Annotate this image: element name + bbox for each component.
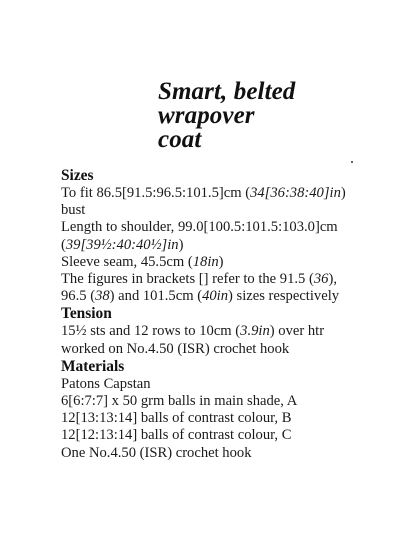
sizes-bust-line: bust bbox=[61, 202, 86, 219]
tension-text: 15½ sts and 12 rows to 10cm ( bbox=[61, 323, 241, 340]
sizes-figures-close-2: ) sizes respectively bbox=[228, 288, 340, 305]
materials-item: Patons Capstan bbox=[61, 375, 151, 392]
sizes-figures-text-1: The figures in brackets [] refer to the 91.5 ( bbox=[61, 271, 314, 288]
sizes-fit-close: ) bbox=[340, 185, 346, 201]
sizes-figures-38: 38 bbox=[95, 288, 110, 305]
title-line-2: wrapover bbox=[158, 102, 255, 129]
materials-item: 12[13:13:14] balls of contrast colour, B bbox=[61, 410, 292, 427]
tension-line-1 bbox=[61, 323, 411, 340]
sizes-length-inches-line bbox=[61, 237, 411, 254]
sizes-figures-text-2: 96.5 ( bbox=[61, 288, 96, 305]
title-line-3: coat bbox=[158, 126, 202, 153]
materials-item: 12[12:13:14] balls of contrast colour, C bbox=[61, 427, 292, 444]
sizes-length-close: ) bbox=[178, 236, 184, 253]
sizes-sleeve-close: ) bbox=[218, 253, 224, 270]
sizes-heading: Sizes bbox=[61, 167, 94, 184]
materials-item: One No.4.50 (ISR) crochet hook bbox=[61, 444, 252, 461]
sizes-sleeve-text: Sleeve seam, 45.5cm ( bbox=[61, 253, 193, 270]
sizes-figures-line-2 bbox=[61, 288, 411, 305]
print-speck bbox=[351, 161, 353, 163]
sizes-length-line: Length to shoulder, 99.0[100.5:101.5:103.0]cm bbox=[61, 219, 338, 236]
tension-close: ) over htr bbox=[269, 323, 325, 340]
pattern-body bbox=[61, 167, 411, 462]
materials-heading: Materials bbox=[61, 357, 125, 375]
sizes-fit-text: To fit 86.5[91.5:96.5:101.5]cm ( bbox=[61, 185, 251, 201]
tension-heading: Tension bbox=[61, 305, 112, 323]
sizes-figures-close-1: ), bbox=[328, 271, 337, 288]
sizes-length-open: ( bbox=[61, 236, 66, 253]
tension-line-2: worked on No.4.50 (ISR) crochet hook bbox=[61, 340, 290, 357]
sizes-fit-line bbox=[61, 185, 411, 202]
sizes-sleeve-inches: 18in bbox=[192, 253, 219, 270]
tension-inches: 3.9in bbox=[240, 323, 270, 340]
materials-item: 6[6:7:7] x 50 grm balls in main shade, A bbox=[61, 393, 298, 410]
sizes-length-inches: 39[39½:40:40½]in bbox=[65, 236, 179, 253]
sizes-figures-36: 36 bbox=[313, 271, 329, 288]
sizes-fit-inches: 34[36:38:40]in bbox=[250, 185, 341, 201]
sizes-figures-mid: ) and 101.5cm ( bbox=[109, 288, 203, 305]
sizes-figures-40in: 40in bbox=[202, 288, 229, 305]
title-line-1: Smart, belted bbox=[158, 78, 296, 105]
sizes-sleeve-line bbox=[61, 254, 411, 271]
pattern-title bbox=[158, 80, 295, 152]
sizes-figures-line-1 bbox=[61, 271, 411, 288]
